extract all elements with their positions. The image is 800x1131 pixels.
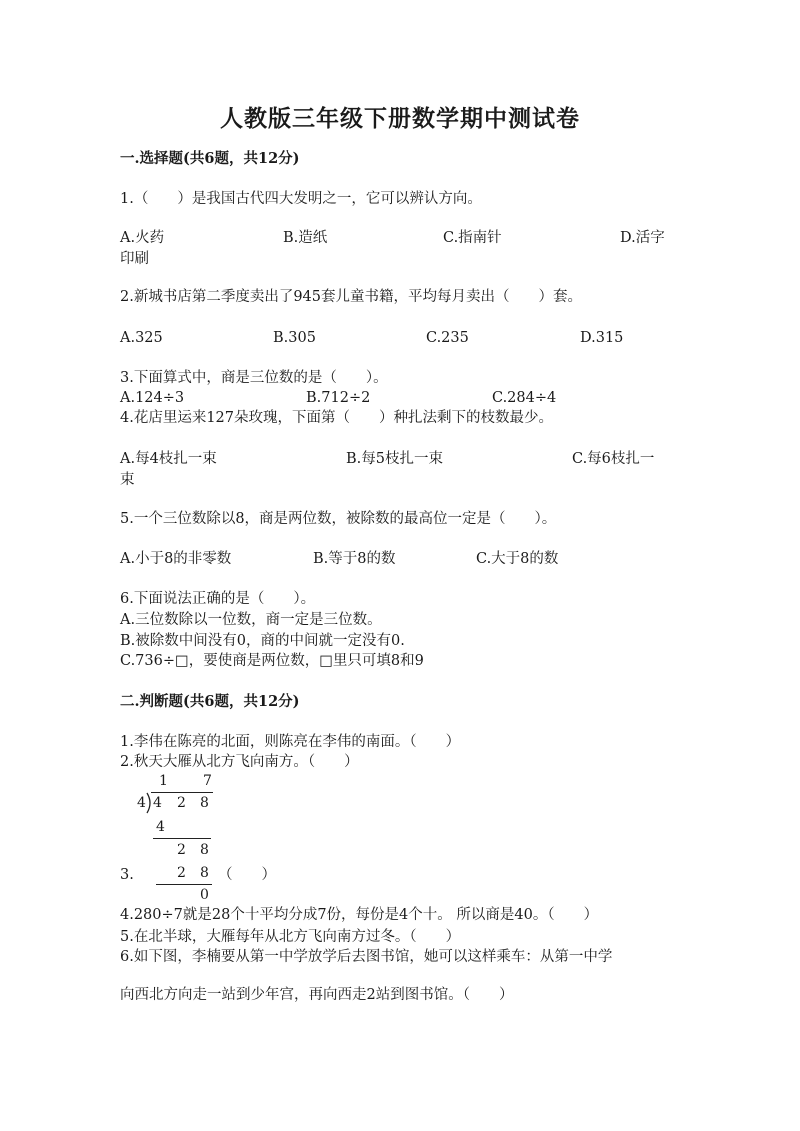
- q6-stem: 6.下面说法正确的是（ ）。: [120, 591, 316, 607]
- section-heading-judgement: 二.判断题(共6题，共12分): [120, 693, 300, 710]
- q3-option-b: B.712÷2: [306, 390, 371, 406]
- judge-q3-blank: （ ）: [218, 867, 276, 883]
- q6-option-c: C.736÷□，要使商是两位数，□里只可填8和9: [120, 653, 424, 669]
- q5-option-a: A.小于8的非零数: [120, 551, 232, 567]
- section-heading-choice: 一.选择题(共6题，共12分): [120, 150, 300, 167]
- step3-digit-8: 8: [200, 865, 209, 881]
- judge-q6-line1: 6.如下图，李楠要从第一中学放学后去图书馆，她可以这样乘车：从第一中学: [120, 949, 613, 965]
- q2-option-c: C.235: [426, 330, 469, 346]
- step3-line: [156, 884, 212, 885]
- q1-stem: 1.（ ）是我国古代四大发明之一，它可以辨认方向。: [120, 191, 482, 207]
- judge-q5: 5.在北半球，大雁每年从北方飞向南方过冬。（ ）: [120, 929, 461, 945]
- page-title: 人教版三年级下册数学期中测试卷: [220, 105, 580, 132]
- q2-stem: 2.新城书店第二季度卖出了945套儿童书籍，平均每月卖出（ ）套。: [120, 289, 583, 305]
- q1-option-d-continued: 印刷: [120, 251, 149, 267]
- q5-option-c: C.大于8的数: [476, 551, 559, 567]
- remainder-digit-0: 0: [200, 887, 209, 903]
- step2-digit-8: 8: [200, 842, 209, 858]
- q4-option-b: B.每5枝扎一束: [346, 451, 443, 467]
- q1-option-b: B.造纸: [283, 230, 328, 246]
- step1-digit-4: 4: [156, 819, 165, 835]
- q6-option-a: A.三位数除以一位数，商一定是三位数。: [120, 612, 382, 628]
- division-bar: [151, 792, 213, 793]
- dividend-digit-8: 8: [200, 795, 209, 811]
- q3-option-c: C.284÷4: [492, 390, 557, 406]
- judge-q2: 2.秋天大雁从北方飞向南方。（ ）: [120, 754, 359, 770]
- q2-option-b: B.305: [273, 330, 316, 346]
- q1-option-a: A.火药: [120, 230, 165, 246]
- q4-option-c-continued: 束: [120, 472, 135, 488]
- q5-option-b: B.等于8的数: [313, 551, 396, 567]
- step1-line: [153, 838, 211, 839]
- judge-q3-number: 3.: [120, 867, 134, 883]
- judge-q6-line2: 向西北方向走一站到少年宫，再向西走2站到图书馆。（ ）: [120, 987, 514, 1003]
- q1-option-d: D.活字: [620, 230, 665, 246]
- q4-option-a: A.每4枝扎一束: [120, 451, 217, 467]
- dividend-digit-2: 2: [177, 795, 186, 811]
- long-division-figure: [120, 770, 230, 905]
- q5-stem: 5.一个三位数除以8，商是两位数，被除数的最高位一定是（ ）。: [120, 511, 557, 527]
- q2-option-a: A.325: [120, 330, 163, 346]
- q1-option-c: C.指南针: [443, 230, 502, 246]
- q4-option-c: C.每6枝扎一: [572, 451, 655, 467]
- quotient-digit-7: 7: [203, 773, 212, 789]
- judge-q1: 1.李伟在陈亮的北面，则陈亮在李伟的南面。（ ）: [120, 734, 461, 750]
- q3-option-a: A.124÷3: [120, 390, 185, 406]
- judge-q4: 4.280÷7就是28个十平均分成7份，每份是4个十。 所以商是40。（ ）: [120, 907, 599, 923]
- q3-stem: 3.下面算式中，商是三位数的是（ ）。: [120, 370, 388, 386]
- dividend-digit-4: 4: [153, 795, 162, 811]
- q2-option-d: D.315: [580, 330, 624, 346]
- divisor: 4: [137, 795, 146, 811]
- q4-stem: 4.花店里运来127朵玫瑰，下面第（ ）种扎法剩下的枝数最少。: [120, 410, 554, 426]
- step2-digit-2: 2: [177, 842, 186, 858]
- quotient-digit-1: 1: [159, 773, 168, 789]
- q6-option-b: B.被除数中间没有0，商的中间就一定没有0.: [120, 633, 405, 649]
- step3-digit-2: 2: [177, 865, 186, 881]
